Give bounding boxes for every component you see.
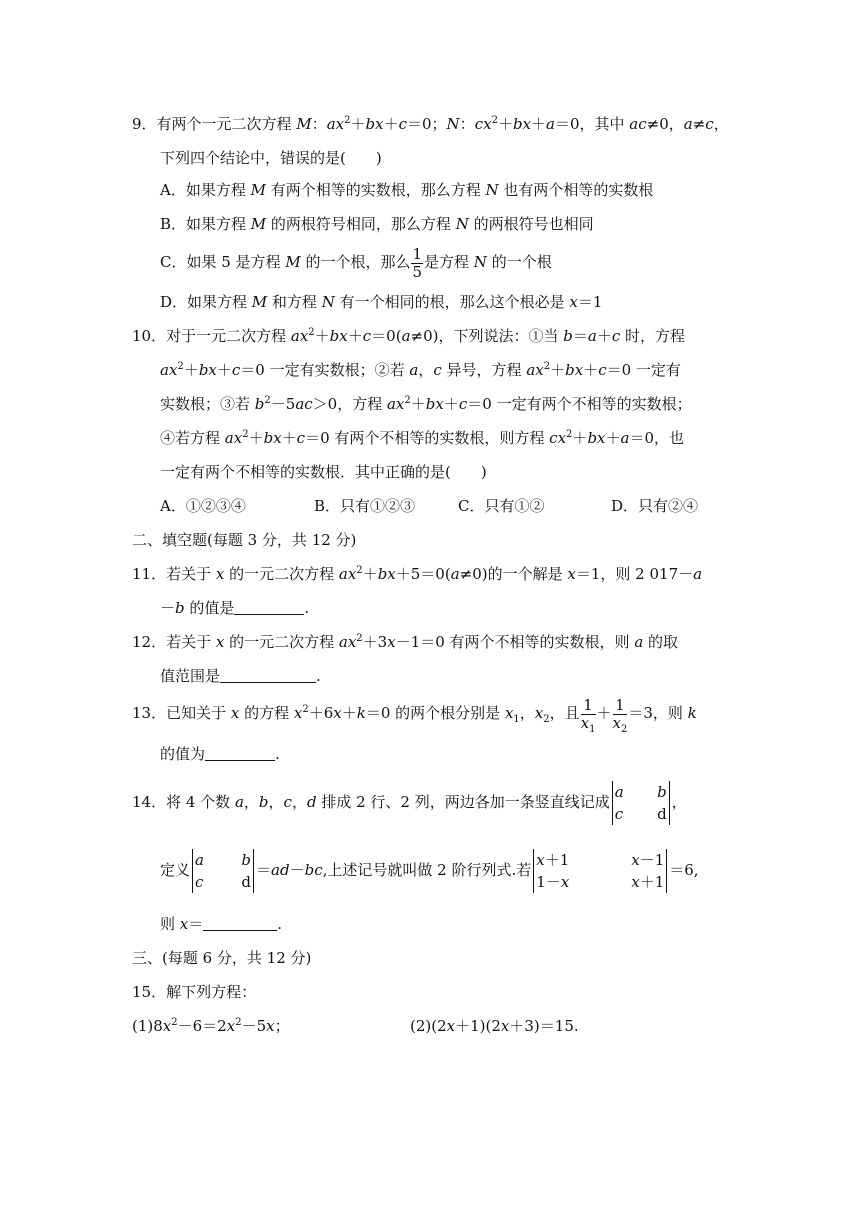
fraction: [580, 695, 596, 735]
text: ＋3: [362, 633, 388, 651]
q15-part2: [410, 1016, 579, 1036]
var: bx: [365, 115, 384, 133]
q11-line1: [132, 564, 702, 584]
section-heading-3: [132, 948, 311, 968]
op: ＋: [248, 429, 264, 447]
text: －6＝2: [177, 1017, 227, 1035]
op: ＋: [216, 361, 232, 379]
q10-option-d: [611, 496, 698, 516]
op: ＋: [572, 429, 588, 447]
text: 的一个根: [486, 253, 552, 271]
op: ＋: [605, 429, 621, 447]
var: c: [598, 361, 607, 379]
op: ＋: [410, 395, 426, 413]
q10-line3: [160, 394, 692, 414]
var: bx: [263, 429, 282, 447]
text: ＝0 一定有两个不相等的实数根；: [467, 395, 692, 413]
text: 异号，方程: [441, 361, 527, 379]
text: ＋1)(2: [455, 1017, 501, 1035]
text: ≠0)，下列说法：①当: [410, 327, 564, 345]
var: x: [536, 851, 545, 869]
subscript: 2: [543, 714, 550, 725]
var: N: [446, 115, 460, 133]
q10-line2: [160, 360, 681, 380]
op: ＋: [183, 361, 199, 379]
var: a: [409, 361, 419, 379]
text: d: [241, 873, 252, 891]
text: 二、填空题(每题 3 分，共 12 分): [132, 531, 357, 549]
text: A．①②③④: [160, 497, 246, 515]
var: ac: [629, 115, 647, 133]
text: D．如果方程: [160, 293, 252, 311]
var: k: [356, 704, 366, 722]
var: c: [283, 793, 292, 811]
var: M: [250, 215, 267, 233]
exp: 2: [543, 361, 551, 372]
var: x: [266, 1017, 275, 1035]
var: c: [611, 327, 621, 345]
text: 13．已知关于: [132, 704, 231, 722]
q9-line2: [160, 148, 382, 168]
text: 三、(每题 6 分，共 12 分): [132, 949, 312, 967]
var: x: [230, 704, 240, 722]
cell: [631, 849, 664, 871]
var: x: [567, 565, 576, 583]
numerator: 1: [581, 697, 596, 715]
text: 值范围是: [160, 667, 221, 685]
var: x: [179, 915, 189, 933]
var: bx: [329, 327, 348, 345]
var: c: [362, 327, 372, 345]
text: 1－: [536, 873, 561, 891]
var: c: [433, 361, 442, 379]
var: N: [485, 181, 499, 199]
var: x: [395, 395, 405, 413]
q10-line1: [132, 326, 685, 346]
var: x: [580, 713, 590, 732]
var: x: [560, 873, 570, 891]
numerator: 1: [412, 244, 423, 263]
exp: 2: [171, 1017, 178, 1028]
text: A．如果方程: [160, 181, 251, 199]
text: 11．若关于: [132, 565, 216, 583]
determinant: [192, 849, 254, 893]
text: －: [160, 599, 176, 617]
text: ＝0 一定有实数根；②若: [240, 361, 410, 379]
text: ＝0，其中: [554, 115, 630, 133]
text: 的一元二次方程: [224, 565, 339, 583]
text: ，: [291, 793, 307, 811]
var: x: [535, 361, 544, 379]
q9-line1: [132, 114, 729, 134]
text: ≠0，: [646, 115, 684, 133]
text: 9．有两个一元二次方程: [132, 115, 297, 133]
text: 14．将 4 个数: [132, 793, 235, 811]
text: 的值是: [184, 599, 235, 617]
text: ≠0)的一个解是: [459, 565, 568, 583]
det-row: [615, 803, 667, 825]
q10-line4: [160, 428, 684, 448]
section-heading-2: [132, 530, 356, 550]
subscript: 1: [513, 714, 520, 725]
denominator: [612, 713, 628, 735]
var: x: [293, 704, 303, 722]
exp: 2: [235, 1017, 242, 1028]
answer-blank[interactable]: [205, 744, 275, 761]
op: ＋: [531, 115, 547, 133]
var: N: [321, 293, 335, 311]
text: 的两根符号相同，那么方程: [266, 215, 456, 233]
var: x: [215, 633, 225, 651]
text: ＝: [188, 915, 204, 933]
text: C．如果 5 是方程: [160, 253, 286, 271]
var: M: [296, 115, 312, 133]
var: c: [614, 805, 624, 823]
var: c: [296, 429, 306, 447]
var: a: [290, 327, 300, 345]
var: d: [306, 793, 317, 811]
text: ＋: [341, 704, 357, 722]
var: x: [612, 713, 621, 732]
var: a: [160, 361, 169, 379]
op: ＋: [443, 395, 459, 413]
text: C．只有①②: [458, 497, 545, 515]
exp: 2: [356, 565, 363, 576]
denominator: 5: [412, 262, 423, 281]
exp: 2: [302, 704, 309, 715]
subscript: 2: [620, 723, 628, 735]
text: ；: [274, 1017, 290, 1035]
var: a: [693, 565, 703, 583]
text: －5: [270, 395, 296, 413]
text: ＝: [256, 861, 272, 879]
var: N: [473, 253, 487, 271]
q12-line1: [132, 632, 678, 652]
cell: [536, 871, 569, 893]
fraction: [411, 246, 423, 281]
var: x: [299, 327, 309, 345]
answer-blank[interactable]: [234, 598, 304, 615]
var: x: [233, 429, 243, 447]
q9-option-b: [160, 214, 594, 234]
var: x: [168, 361, 178, 379]
text: (1)8: [132, 1017, 163, 1035]
determinant: [612, 781, 670, 825]
text: 时，方程: [620, 327, 686, 345]
var: a: [195, 851, 204, 869]
text: ④若方程: [160, 429, 225, 447]
q9-option-a: [160, 180, 653, 200]
text: ＝0 一定有: [606, 361, 681, 379]
det-row: [536, 849, 664, 871]
det-row: [195, 849, 251, 871]
var: x: [333, 704, 342, 722]
op: ＋: [314, 327, 330, 345]
var: b: [254, 395, 265, 413]
text: ＞0，方程: [312, 395, 387, 413]
text: ，: [519, 704, 535, 722]
var: b: [258, 793, 269, 811]
text: d: [657, 805, 667, 823]
var: x: [335, 115, 345, 133]
text: ，: [243, 793, 259, 811]
var: x: [446, 1017, 456, 1035]
var: x: [569, 293, 578, 311]
text: ，: [268, 793, 284, 811]
var: x: [347, 565, 357, 583]
text: ＋1: [639, 873, 665, 891]
q13-line2: [160, 744, 280, 764]
text: 排成 2 行、2 列，两边各加一条竖直线记成: [316, 793, 610, 811]
answer-blank[interactable]: [220, 666, 316, 683]
var: a: [338, 633, 348, 651]
var: b: [241, 851, 252, 869]
var: a: [634, 633, 644, 651]
text: ,上述记号就叫做 2 阶行列式.若: [322, 861, 532, 879]
var: x: [226, 1017, 236, 1035]
text: 是方程: [424, 253, 474, 271]
text: 定义: [160, 861, 191, 879]
var: x: [504, 704, 514, 722]
text: (2)(2: [410, 1017, 447, 1035]
var: bx: [587, 429, 606, 447]
text: －5: [241, 1017, 267, 1035]
text: ＝0 有两个不相等的实数根，则方程: [305, 429, 550, 447]
q10-line5: [160, 462, 487, 482]
text: 实数根；③若: [160, 395, 255, 413]
text: 有一个相同的根，那么这个根必是: [334, 293, 570, 311]
var: b: [657, 783, 667, 801]
text: ＝1，则 2 017－: [575, 565, 694, 583]
q9-option-c: [160, 244, 552, 281]
numerator: 1: [613, 697, 628, 715]
text: .: [304, 599, 310, 617]
var: c: [705, 115, 714, 133]
text: ：: [311, 115, 327, 133]
text: ＝3，则: [628, 704, 688, 722]
var: b: [563, 327, 573, 345]
var: bx: [425, 395, 444, 413]
q11-line2: [160, 598, 309, 618]
text: ，: [713, 115, 729, 133]
text: 的一元二次方程: [224, 633, 339, 651]
q14-line1: [132, 780, 687, 825]
var: c: [231, 361, 241, 379]
text: 也有两个相等的实数根: [498, 181, 654, 199]
exp: 2: [177, 361, 184, 372]
det-row: [615, 781, 667, 803]
text: －1＝0 有两个不相等的实数根，则: [395, 633, 635, 651]
op: ＋: [596, 704, 612, 722]
determinant: [533, 849, 667, 893]
var: a: [386, 395, 396, 413]
var: a: [234, 793, 244, 811]
q12-line2: [160, 666, 321, 686]
var: c: [398, 115, 407, 133]
op: ＋: [550, 361, 566, 379]
var: a: [620, 429, 630, 447]
op: ＋: [350, 115, 366, 133]
text: .: [277, 915, 283, 933]
text: 10．对于一元二次方程: [132, 327, 291, 345]
det-row: [536, 871, 664, 893]
text: ＋3)＝15.: [509, 1017, 579, 1035]
var: M: [285, 253, 301, 271]
var: bx: [198, 361, 217, 379]
var: x: [483, 115, 492, 133]
text: ＝0(: [371, 327, 402, 345]
q14-line3: [160, 914, 282, 934]
text: B．如果方程: [160, 215, 251, 233]
text: －1: [639, 851, 665, 869]
q9-option-d: [160, 292, 602, 312]
var: x: [500, 1017, 510, 1035]
op: ＋: [383, 115, 399, 133]
var: a: [526, 361, 536, 379]
var: c: [549, 429, 558, 447]
var: b: [304, 861, 315, 879]
text: －: [289, 861, 305, 879]
var: c: [195, 873, 204, 891]
var: M: [251, 293, 268, 311]
var: a: [546, 115, 555, 133]
text: ＝: [572, 327, 588, 345]
q10-option-b: [314, 496, 415, 516]
var: c: [474, 115, 484, 133]
text: .: [275, 745, 280, 763]
q15-title: [132, 982, 256, 1002]
var: bx: [512, 115, 532, 133]
var: d: [279, 861, 290, 879]
text: 的一个根，那么: [300, 253, 411, 271]
var: x: [631, 851, 640, 869]
text: 12．若关于: [132, 633, 216, 651]
var: a: [587, 327, 597, 345]
var: a: [271, 861, 280, 879]
var: ac: [295, 395, 313, 413]
var: x: [162, 1017, 172, 1035]
q14-line2: [160, 846, 699, 894]
text: ，且: [549, 704, 580, 722]
text: ＋1: [544, 851, 570, 869]
var: k: [687, 704, 697, 722]
subscript: 1: [589, 723, 596, 735]
var: x: [557, 429, 567, 447]
exp: 2: [264, 395, 271, 406]
var: a: [401, 327, 411, 345]
text: ＋5＝0(: [395, 565, 451, 583]
var: bx: [565, 361, 584, 379]
exp: 2: [242, 429, 249, 440]
op: ＋: [596, 327, 612, 345]
var: c: [314, 861, 323, 879]
text: ＋6: [308, 704, 334, 722]
exp: 2: [566, 429, 573, 440]
var: N: [455, 215, 469, 233]
var: a: [338, 565, 348, 583]
var: x: [215, 565, 225, 583]
var: M: [250, 181, 266, 199]
op: ＋: [362, 565, 378, 583]
var: x: [534, 704, 544, 722]
var: x: [347, 633, 357, 651]
cell: [536, 849, 569, 871]
text: 有两个相等的实数根，那么方程: [265, 181, 486, 199]
text: 的两根符号也相同: [468, 215, 594, 233]
exp: 2: [308, 327, 315, 338]
text: ＝6,: [669, 861, 699, 879]
var: x: [387, 633, 396, 651]
cell: [631, 871, 664, 893]
text: 下列四个结论中，错误的是( ): [160, 149, 382, 167]
text: ≠: [692, 115, 706, 133]
text: 的取: [643, 633, 679, 651]
text: ＝0，也: [629, 429, 685, 447]
text: 和方程: [267, 293, 322, 311]
text: ，: [418, 361, 434, 379]
text: ＝1: [577, 293, 603, 311]
q15-part1: [132, 1016, 290, 1036]
q13-line1: [132, 694, 697, 735]
answer-blank[interactable]: [203, 914, 277, 931]
q10-option-a: [160, 496, 246, 516]
var: c: [458, 395, 468, 413]
var: a: [450, 565, 460, 583]
op: ＋: [497, 115, 513, 133]
q10-option-c: [458, 496, 544, 516]
text: B．只有①②③: [314, 497, 416, 515]
text: D．只有②④: [611, 497, 699, 515]
denominator: [580, 713, 596, 735]
fraction: [612, 695, 628, 735]
text: 15．解下列方程：: [132, 983, 257, 1001]
text: 则: [160, 915, 180, 933]
text: 的方程: [239, 704, 294, 722]
exp: 2: [356, 633, 363, 644]
var: a: [683, 115, 693, 133]
text: ＝0 的两个根分别是: [365, 704, 505, 722]
var: bx: [377, 565, 396, 583]
text: 一定有两个不相等的实数根．其中正确的是( ): [160, 463, 487, 481]
var: a: [614, 783, 624, 801]
exp: 2: [491, 115, 498, 126]
op: ＋: [281, 429, 297, 447]
text: ：: [459, 115, 475, 133]
var: a: [326, 115, 336, 133]
op: ＋: [347, 327, 363, 345]
exp: 2: [404, 395, 411, 406]
text: .: [316, 667, 321, 685]
text: 的值为: [160, 745, 206, 763]
var: a: [224, 429, 234, 447]
exp: 2: [344, 115, 351, 126]
op: ＋: [583, 361, 599, 379]
var: b: [175, 599, 185, 617]
det-row: [195, 871, 251, 893]
text: ＝0；: [407, 115, 447, 133]
var: x: [631, 873, 640, 891]
text: ，: [671, 793, 687, 811]
